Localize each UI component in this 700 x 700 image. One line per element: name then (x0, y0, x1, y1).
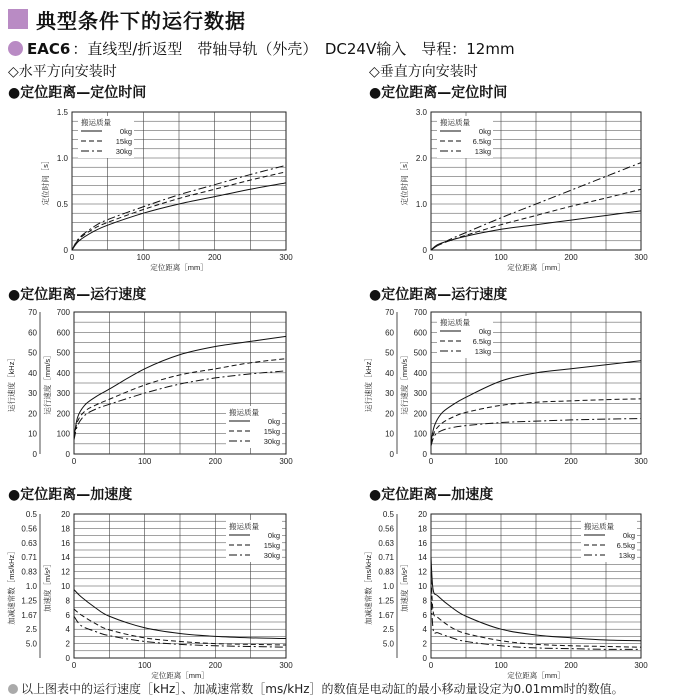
x-tick-label: 300 (279, 661, 293, 670)
y2-tick-label: 0.5 (382, 510, 394, 519)
y-tick-label: 100 (413, 429, 427, 439)
bullet-dot-icon (8, 41, 23, 56)
legend-title: 搬运质量 (440, 118, 470, 127)
y2-tick-label: 1.67 (378, 610, 394, 620)
y2-tick-label: 0.71 (21, 553, 37, 563)
x-tick-label: 0 (69, 253, 75, 262)
y-tick-label: 100 (56, 429, 70, 439)
y-tick-label: 16 (418, 538, 427, 548)
y-tick-label: 0 (65, 450, 70, 459)
x-axis-label: 定位距离［mm］ (507, 263, 565, 272)
y2-tick-label: 60 (385, 328, 394, 338)
y2-tick-label: 10 (385, 429, 394, 439)
y-tick-label: 18 (61, 524, 70, 534)
y2-tick-label: 0.5 (25, 510, 37, 519)
x-tick-label: 200 (564, 661, 578, 670)
y-tick-label: 12 (418, 567, 427, 577)
chart-svg (30, 104, 360, 274)
y2-tick-label: 60 (28, 328, 37, 338)
x-tick-label: 300 (279, 457, 293, 466)
vertical-orientation-label: ◇垂直方向安装时 (369, 64, 478, 80)
y-tick-label: 600 (56, 328, 70, 338)
y2-tick-label: 1.25 (21, 596, 37, 606)
x-tick-label: 300 (634, 253, 648, 262)
y-tick-label: 3.0 (415, 108, 427, 117)
y-tick-label: 4 (422, 625, 427, 635)
x-tick-label: 100 (494, 661, 508, 670)
x-tick-label: 100 (137, 661, 152, 670)
x-tick-label: 0 (428, 457, 434, 466)
y-tick-label: 300 (413, 389, 427, 399)
y2-tick-label: 70 (385, 308, 394, 317)
legend-title: 搬运质量 (229, 522, 259, 531)
y-tick-label: 10 (61, 582, 70, 591)
x-tick-label: 0 (428, 661, 434, 670)
legend-label: 6.5kg (472, 137, 491, 146)
page-header (8, 6, 246, 32)
x-tick-label: 300 (279, 253, 293, 262)
y-tick-label: 12 (61, 567, 70, 577)
y2-tick-label: 30 (385, 389, 394, 399)
legend-label: 0kg (622, 531, 635, 540)
legend-label: 0kg (267, 531, 280, 540)
legend-label: 0kg (478, 327, 491, 336)
y2-tick-label: 10 (28, 429, 37, 439)
y-axis-label: 定位时间［s］ (400, 156, 409, 206)
footnote-text: 以上图表中的运行速度［kHz］、加减速常数［ms/kHz］的数值是电动缸的最小移动量设定为0.01mm时的数值。 (21, 682, 624, 696)
y-tick-label: 0 (65, 654, 70, 663)
y2-tick-label: 0.71 (378, 553, 394, 563)
y2-tick-label: 2.5 (25, 625, 37, 635)
y-tick-label: 20 (418, 510, 427, 519)
title-accent-bar (8, 9, 28, 29)
legend-label: 13kg (474, 347, 491, 356)
y2-tick-label: 1.0 (25, 582, 37, 591)
y2-tick-label: 0.83 (378, 567, 394, 577)
y2-tick-label: 0.56 (21, 524, 37, 534)
legend-label: 0kg (478, 127, 491, 136)
y-tick-label: 8 (422, 596, 427, 606)
y2-tick-label: 2.5 (382, 625, 394, 635)
legend-title: 搬运质量 (584, 522, 614, 531)
chart-svg (364, 304, 691, 474)
y-tick-label: 0.5 (56, 200, 68, 209)
legend-title: 搬运质量 (440, 318, 470, 327)
y-tick-label: 0 (422, 450, 427, 459)
legend-label: 15kg (115, 137, 132, 146)
y2-tick-label: 0 (32, 450, 37, 459)
y-axis-label: 加速度［m/s²］ (400, 559, 409, 613)
y-tick-label: 4 (65, 625, 70, 635)
legend (226, 520, 282, 562)
legend-label: 13kg (474, 147, 491, 156)
chart-svg (7, 304, 360, 474)
y-tick-label: 1.5 (56, 108, 68, 117)
x-tick-label: 300 (634, 661, 648, 670)
legend (581, 520, 637, 562)
chart-title-h-speed: ●定位距离—运行速度 (8, 287, 147, 303)
footnote (8, 680, 624, 697)
y-tick-label: 2 (422, 639, 427, 649)
legend-label: 0kg (119, 127, 132, 136)
model-description: ：直线型/折返型 带轴导轨（外壳） DC24V输入 导程：12mm (72, 40, 515, 58)
y-tick-label: 18 (418, 524, 427, 534)
y-tick-label: 14 (61, 553, 70, 563)
chart-svg (364, 506, 691, 680)
y-tick-label: 1.0 (56, 154, 68, 163)
y-tick-label: 500 (56, 348, 70, 358)
chart-h-speed (7, 304, 360, 474)
y-tick-label: 700 (56, 308, 70, 317)
y2-axis-label: 加减速常数［ms/kHz］ (364, 547, 373, 625)
y2-tick-label: 0.63 (378, 538, 394, 548)
x-tick-label: 200 (207, 253, 222, 262)
y-tick-label: 600 (413, 328, 427, 338)
chart-title-h-accel: ●定位距离—加速度 (8, 487, 133, 503)
legend-label: 30kg (263, 551, 280, 560)
chart-v-time (391, 104, 691, 274)
x-tick-label: 200 (564, 253, 578, 262)
legend-label: 6.5kg (472, 337, 491, 346)
legend-label: 15kg (263, 427, 280, 436)
y2-tick-label: 0 (389, 450, 394, 459)
chart-v-accel (364, 506, 691, 680)
x-tick-label: 300 (634, 457, 648, 466)
y-tick-label: 1.0 (415, 200, 427, 209)
y2-tick-label: 40 (385, 368, 394, 378)
y-tick-label: 0 (422, 246, 427, 255)
y2-tick-label: 40 (28, 368, 37, 378)
y2-tick-label: 1.67 (21, 610, 37, 620)
legend-label: 13kg (618, 551, 635, 560)
chart-h-accel (6, 506, 360, 678)
y-tick-label: 16 (61, 538, 70, 548)
y2-tick-label: 0.56 (378, 524, 394, 534)
x-tick-label: 100 (494, 253, 508, 262)
x-tick-label: 0 (428, 253, 434, 262)
legend (437, 316, 493, 358)
x-tick-label: 100 (137, 457, 152, 466)
legend-label: 30kg (115, 147, 132, 156)
x-tick-label: 100 (494, 457, 508, 466)
y2-tick-label: 5.0 (25, 639, 37, 649)
chart-title-v-accel: ●定位距离—加速度 (369, 487, 494, 503)
legend (437, 116, 493, 158)
x-tick-label: 200 (208, 457, 223, 466)
y-tick-label: 14 (418, 553, 427, 563)
y-axis-label: 运行速度［mm/s］ (400, 351, 409, 415)
footnote-bullet-icon (8, 684, 18, 694)
legend (78, 116, 134, 158)
x-tick-label: 200 (208, 661, 223, 670)
x-tick-label: 0 (71, 457, 77, 466)
y-axis-label: 运行速度［mm/s］ (43, 351, 52, 415)
y2-tick-label: 20 (385, 409, 394, 419)
x-tick-label: 0 (71, 661, 77, 670)
x-tick-label: 100 (136, 253, 151, 262)
y2-axis-label: 加减速常数［ms/kHz］ (7, 547, 16, 625)
y2-tick-label: 70 (28, 308, 37, 317)
chart-title-v-time: ●定位距离—定位时间 (369, 85, 508, 101)
legend-label: 0kg (267, 417, 280, 426)
y2-tick-label: 1.25 (378, 596, 394, 606)
legend-title: 搬运质量 (229, 408, 259, 417)
y-tick-label: 6 (65, 610, 70, 620)
y-tick-label: 6 (422, 610, 427, 620)
y2-tick-label: 30 (28, 389, 37, 399)
y-tick-label: 500 (413, 348, 427, 358)
horizontal-orientation-label: ◇水平方向安装时 (8, 64, 117, 80)
y-tick-label: 2.0 (415, 154, 427, 163)
model-line (8, 38, 515, 59)
chart-title-h-time: ●定位距离—定位时间 (8, 85, 147, 101)
y-tick-label: 200 (56, 409, 70, 419)
y-tick-label: 400 (413, 368, 427, 378)
y-tick-label: 20 (61, 510, 70, 519)
legend-label: 6.5kg (616, 541, 635, 550)
y2-tick-label: 1.0 (382, 582, 394, 591)
x-tick-label: 200 (564, 457, 578, 466)
y-tick-label: 400 (56, 368, 70, 378)
y-axis-label: 定位时间［s］ (41, 156, 50, 206)
legend-label: 15kg (263, 541, 280, 550)
legend-title: 搬运质量 (81, 118, 111, 127)
y-tick-label: 2 (65, 639, 70, 649)
page-title: 典型条件下的运行数据 (36, 8, 246, 33)
y-tick-label: 8 (65, 596, 70, 606)
y2-tick-label: 20 (28, 409, 37, 419)
chart-svg (6, 506, 360, 678)
y2-tick-label: 50 (385, 348, 394, 358)
y2-tick-label: 0.63 (21, 538, 37, 548)
x-axis-label: 定位距离［mm］ (151, 671, 209, 680)
y2-tick-label: 5.0 (382, 639, 394, 649)
y2-axis-label: 运行速度［kHz］ (364, 354, 373, 412)
y-tick-label: 0 (63, 246, 68, 255)
model-name: EAC6 (27, 39, 71, 58)
legend-label: 30kg (263, 437, 280, 446)
x-axis-label: 定位距离［mm］ (507, 671, 565, 680)
y-tick-label: 10 (418, 582, 427, 591)
y-tick-label: 200 (413, 409, 427, 419)
chart-title-v-speed: ●定位距离—运行速度 (369, 287, 508, 303)
y-tick-label: 700 (413, 308, 427, 317)
chart-svg (391, 104, 691, 274)
x-axis-label: 定位距离［mm］ (150, 263, 208, 272)
y2-axis-label: 运行速度［kHz］ (7, 354, 16, 412)
y-axis-label: 加速度［m/s²］ (43, 559, 52, 613)
y2-tick-label: 0.83 (21, 567, 37, 577)
y2-tick-label: 50 (28, 348, 37, 358)
y-tick-label: 0 (422, 654, 427, 663)
y-tick-label: 300 (56, 389, 70, 399)
legend (226, 406, 282, 448)
chart-h-time (30, 104, 360, 274)
chart-v-speed (364, 304, 691, 474)
